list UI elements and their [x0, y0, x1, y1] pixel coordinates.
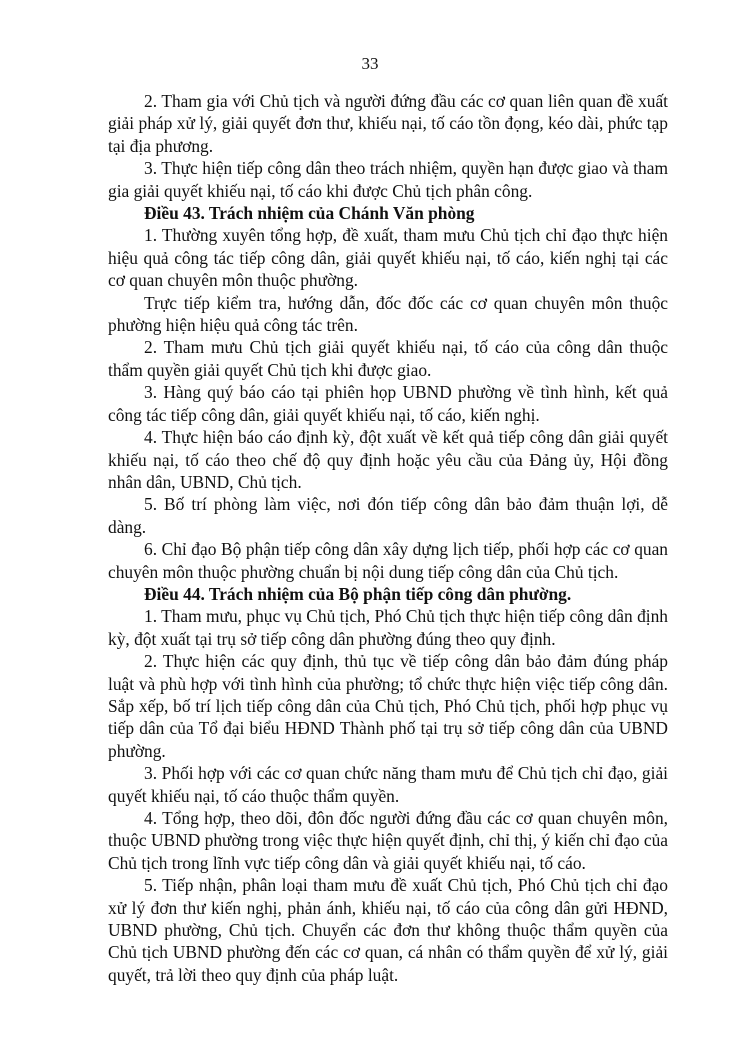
document-body	[108, 90, 668, 986]
paragraph: 4. Tổng hợp, theo dõi, đôn đốc người đứng đầu các cơ quan chuyên môn, thuộc UBND phường trong việc thực hiện quyết định, chỉ thị, ý kiến chỉ đạo của Chủ tịch trong lĩnh vực tiếp công dân và giải quyết khiếu nại, tố cáo.	[108, 808, 668, 873]
paragraph: 5. Tiếp nhận, phân loại tham mưu đề xuất Chủ tịch, Phó Chủ tịch chỉ đạo xử lý đơn thư kiến nghị, phản ánh, khiếu nại, tố cáo của công dân gửi HĐND, UBND phường, Chủ tịch. Chuyển các đơn thư không thuộc thẩm quyền của Chủ tịch UBND phường đến các cơ quan, cá nhân có thẩm quyền để xử lý, giải quyết, trả lời theo quy định của pháp luật.	[108, 875, 668, 985]
paragraph: 3. Phối hợp với các cơ quan chức năng tham mưu để Chủ tịch chỉ đạo, giải quyết khiếu nại, tố cáo thuộc thẩm quyền.	[108, 763, 668, 806]
paragraph: 6. Chỉ đạo Bộ phận tiếp công dân xây dựng lịch tiếp, phối hợp các cơ quan chuyên môn thuộc phường chuẩn bị nội dung tiếp công dân của Chủ tịch.	[108, 539, 668, 582]
page-number: 33	[361, 54, 379, 73]
paragraph: 3. Thực hiện tiếp công dân theo trách nhiệm, quyền hạn được giao và tham gia giải quyết khiếu nại, tố cáo khi được Chủ tịch phân công.	[108, 158, 668, 201]
paragraph: Trực tiếp kiểm tra, hướng dẫn, đốc đốc các cơ quan chuyên môn thuộc phường hiện hiệu quả công tác trên.	[108, 292, 668, 336]
paragraph: 2. Tham mưu Chủ tịch giải quyết khiếu nại, tố cáo của công dân thuộc thẩm quyền giải quyết Chủ tịch khi được giao.	[108, 337, 668, 380]
paragraph: 2. Thực hiện các quy định, thủ tục về tiếp công dân bảo đảm đúng pháp luật và phù hợp với tình hình của phường; tổ chức thực hiện việc tiếp công dân. Sắp xếp, bố trí lịch tiếp công dân của Chủ tịch, Phó Chủ tịch, phối hợp phục vụ tiếp dân của Tổ đại biểu HĐND Thành phố tại trụ sở tiếp công dân của UBND phường.	[108, 651, 668, 761]
article-heading: Điều 44. Trách nhiệm của Bộ phận tiếp công dân phường.	[144, 583, 572, 604]
paragraph: 2. Tham gia với Chủ tịch và người đứng đầu các cơ quan liên quan đề xuất giải pháp xử lý, giải quyết đơn thư, khiếu nại, tố cáo tồn đọng, kéo dài, phức tạp tại địa phương.	[108, 91, 668, 156]
article-heading: Điều 43. Trách nhiệm của Chánh Văn phòng	[144, 203, 475, 224]
paragraph: 3. Hàng quý báo cáo tại phiên họp UBND phường về tình hình, kết quả công tác tiếp công dân, giải quyết khiếu nại, tố cáo, kiến nghị.	[108, 382, 668, 425]
paragraph: 1. Thường xuyên tổng hợp, đề xuất, tham mưu Chủ tịch chỉ đạo thực hiện hiệu quả công tác tiếp công dân, giải quyết khiếu nại, tố cáo, kiến nghị tại các cơ quan chuyên môn thuộc phường.	[108, 225, 668, 291]
paragraph: 5. Bố trí phòng làm việc, nơi đón tiếp công dân bảo đảm thuận lợi, dễ dàng.	[108, 494, 668, 537]
paragraph: 1. Tham mưu, phục vụ Chủ tịch, Phó Chủ tịch thực hiện tiếp công dân định kỳ, đột xuất tại trụ sở tiếp công dân phường đúng theo quy định.	[108, 606, 668, 649]
paragraph: 4. Thực hiện báo cáo định kỳ, đột xuất về kết quả tiếp công dân giải quyết khiếu nại, tố cáo theo chế độ quy định hoặc yêu cầu của Đảng ủy, Hội đồng nhân dân, UBND, Chủ tịch.	[108, 427, 668, 492]
